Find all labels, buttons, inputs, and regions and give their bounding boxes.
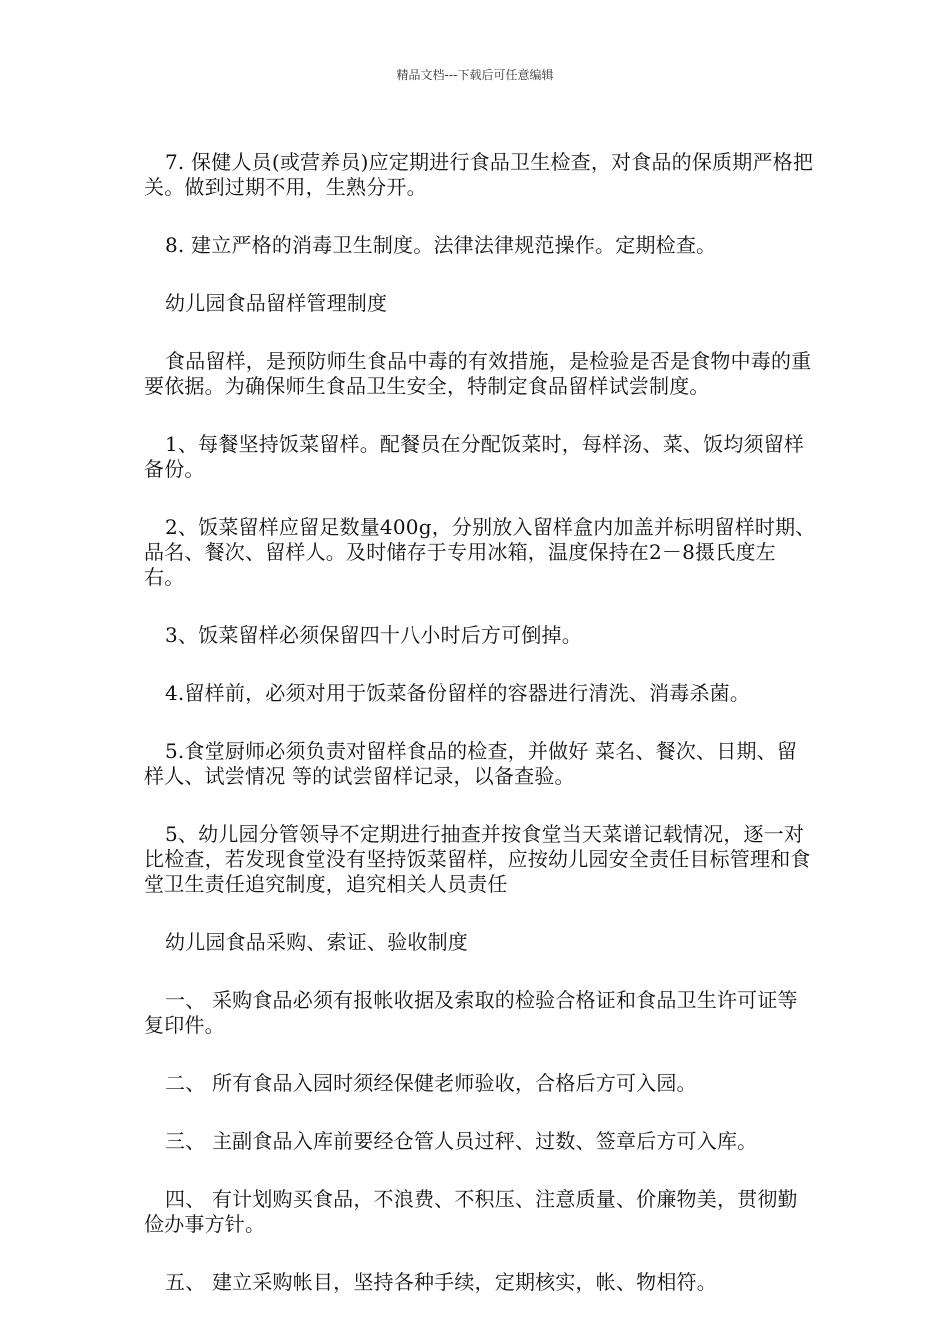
section-title-procurement: 幼儿园食品采购、索证、验收制度	[165, 930, 468, 954]
paragraph-procurement-1: 一、 采购食品必须有报帐收据及索取的检验合格证和食品卫生许可证等复印件。	[144, 988, 798, 1037]
document-body	[144, 150, 816, 1328]
page-header: 精品文档---下载后可任意编辑	[396, 68, 554, 82]
paragraph-sample-rule-4: 4.留样前，必须对用于饭菜备份留样的容器进行清洗、消毒杀菌。	[165, 681, 751, 705]
paragraph-sample-rule-5a: 5.食堂厨师必须负责对留样食品的检查，并做好 菜名、餐次、日期、留样人、试尝情况 等的试尝留样记录，以备查验。	[144, 739, 798, 788]
paragraph-disinfection: 8. 建立严格的消毒卫生制度。法律法律规范操作。定期检查。	[165, 233, 717, 257]
paragraph-sample-rule-5b: 5、幼儿园分管领导不定期进行抽查并按食堂当天菜谱记载情况，逐一对比检查，若发现食堂没有坚持饭菜留样，应按幼儿园安全责任目标管理和食堂卫生责任追究制度，追究相关人员责任	[144, 822, 811, 896]
paragraph-procurement-3: 三、 主副食品入库前要经仓管人员过秤、过数、签章后方可入库。	[165, 1129, 758, 1153]
paragraph-sample-rule-3: 3、饭菜留样必须保留四十八小时后方可倒掉。	[165, 623, 582, 647]
paragraph-sample-rule-2: 2、饭菜留样应留足数量400g，分别放入留样盒内加盖并标明留样时期、品名、餐次、留样人。及时储存于专用冰箱，温度保持在2－8摄氏度左右。	[144, 515, 816, 589]
paragraph-hygiene-check: 7. 保健人员(或营养员)应定期进行食品卫生检查，对食品的保质期严格把关。做到过期不用，生熟分开。	[144, 150, 814, 199]
paragraph-sample-rule-1: 1、每餐坚持饭菜留样。配餐员在分配饭菜时，每样汤、菜、饭均须留样备份。	[144, 432, 805, 481]
paragraph-procurement-2: 二、 所有食品入园时须经保健老师验收，合格后方可入园。	[165, 1071, 697, 1095]
section-title-sample-retention: 幼儿园食品留样管理制度	[165, 291, 388, 315]
paragraph-procurement-4: 四、 有计划购买食品，不浪费、不积压、注意质量、价廉物美，贯彻勤俭办事方针。	[144, 1187, 798, 1236]
paragraph-procurement-5: 五、 建立采购帐目，坚持各种手续，定期核实，帐、物相符。	[165, 1270, 717, 1294]
paragraph-sample-intro: 食品留样，是预防师生食品中毒的有效措施，是检验是否是食物中毒的重要依据。为确保师生食品卫生安全，特制定食品留样试尝制度。	[144, 349, 812, 398]
